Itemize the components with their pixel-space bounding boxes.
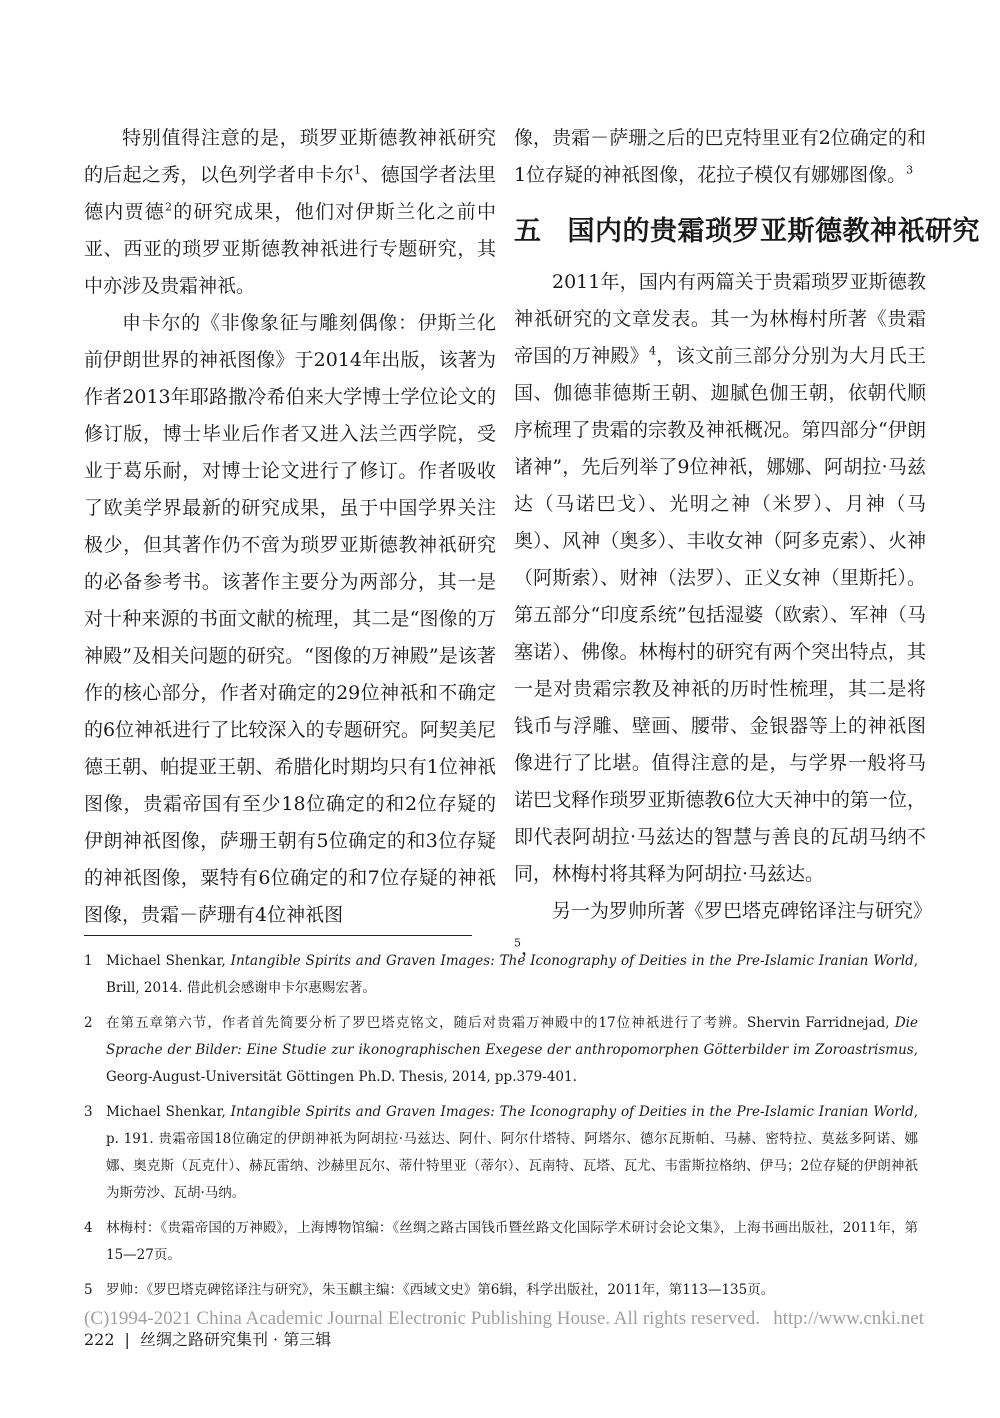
footnote: [84, 948, 918, 1002]
footnote-ref-5[interactable]: 5: [514, 936, 521, 950]
footnote-text: Michael Shenkar, Intangible Spirits and Graven Images: The Iconography of Deities in the Pre-Islamic Iranian World, p. 191. 贵霜帝国18位确定的伊朗神祇为阿胡拉·马兹达、阿什、阿尔什塔特、阿塔尔、德尔瓦斯帕、马赫、密特拉、莫兹多阿诺、娜娜、奥克斯（瓦克什）、赫瓦雷纳、沙赫里瓦尔、蒂什特里亚（蒂尔）、瓦南特、瓦塔、瓦尤、韦雷斯拉格纳、伊马；2位存疑的伊朗神祇为斯劳沙、瓦胡·马纳。: [106, 1104, 919, 1201]
footnote-text: 在第五章第六节，作者首先简要分析了罗巴塔克铭文，随后对贵霜万神殿中的17位神祇进行了考辨。Shervin Farridnejad, Die Sprache der Bilder: Eine Studie zur ikonographischen Exegese der anthropomorphen Götterbilder im Zoroastrismus, Georg-August-Universität Göttingen Ph.D. Thesis, 2014, pp.379-401.: [106, 1015, 918, 1085]
footnote-divider: [84, 935, 472, 936]
paragraph-shenkar: 申卡尔的《非像象征与雕刻偶像：伊斯兰化前伊朗世界的神祇图像》于2014年出版，该著为作者2013年耶路撒冷希伯来大学博士学位论文的修订版，博士毕业后作者又进入法兰西学院，受业于葛乐耐，对博士论文进行了修订。作者吸收了欧美学界最新的研究成果，虽于中国学界关注极少，但其著作仍不啻为琐罗亚斯德教神祇研究的必备参考书。该著作主要分为两部分，其一是对十种来源的书面文献的梳理，其二是“图像的万神殿”及相关问题的研究。“图像的万神殿”是该著作的核心部分，作者对确定的29位神祇和不确定的6位神祇进行了比较深入的专题研究。阿契美尼德王朝、帕提亚王朝、希腊化时期均只有1位神祇图像，贵霜帝国有至少18位确定的和2位存疑的伊朗神祇图像，萨珊王朝有5位确定的和3位存疑的神祇图像，粟特有6位确定的和7位存疑的神祇图像，贵霜－萨珊有4位神祇图: [84, 312, 496, 926]
footnote-number: 4: [84, 1220, 93, 1236]
footer-separator: |: [124, 1330, 130, 1349]
journal-title: 丝绸之路研究集刊 · 第三辑: [139, 1330, 332, 1349]
footnote: [84, 1010, 918, 1091]
right-column: [514, 120, 980, 967]
footnotes: [84, 948, 918, 1312]
footnote-ref-1[interactable]: 1: [353, 163, 361, 177]
footnote-ref-4[interactable]: 4: [649, 344, 656, 358]
paragraph-domestic-research: 2011年，国内有两篇关于贵霜琐罗亚斯德教神祇研究的文章发表。其一为林梅村所著《贵霜帝国的万神殿》$^4$，该文前三部分分别为大月氏王国、伽德菲德斯王朝、迦腻色伽王朝，依朝代顺序梳理了贵霜的宗教及神祇概况。第四部分“伊朗诸神”，先后列举了9位神祇，娜娜、阿胡拉·马兹达（马诺巴戈）、光明之神（米罗）、月神（马奥）、风神（奥多）、丰收女神（阿多克索）、火神（阿斯索）、财神（法罗）、正义女神（里斯托）。第五部分“印度系统”包括湿婆（欧索）、军神（马塞诺）、佛像。林梅村的研究有两个突出特点，其一是对贵霜宗教及神祇的历时性梳理，其二是将钱币与浮雕、壁画、腰带、金银器等上的神祇图像进行了比堪。值得注意的是，与学界一般将马诺巴戈释作琐罗亚斯德教6位大天神中的第一位，即代表阿胡拉·马兹达的智慧与善良的瓦胡马纳不同，林梅村将其释为阿胡拉·马兹达。: [514, 271, 926, 885]
copyright-text: (C)1994-2021 China Academic Journal Electronic Publishing House. All rights reserved.: [84, 1308, 760, 1329]
footnote-text: Michael Shenkar, Intangible Spirits and Graven Images: The Iconography of Deities in the Pre-Islamic Iranian World, Brill, 2014. 借此机会感谢申卡尔惠赐宏著。: [106, 953, 919, 996]
footnote-number: 1: [84, 953, 93, 969]
page-footer: [84, 1327, 331, 1350]
section-heading: [514, 212, 980, 252]
footnote-ref-3[interactable]: 3: [906, 163, 914, 177]
footnote-number: 5: [84, 1282, 93, 1298]
paragraph-continued: 像，贵霜－萨珊之后的巴克特里亚有2位确定的和1位存疑的神祇图像，花拉子模仅有娜娜图像。$^3$: [514, 127, 926, 186]
footnote-text: 林梅村：《贵霜帝国的万神殿》，上海博物馆编：《丝绸之路古国钱币暨丝路文化国际学术研讨会论文集》，上海书画出版社，2011年，第15—27页。: [106, 1220, 918, 1263]
cnki-url[interactable]: http://www.cnki.net: [773, 1308, 924, 1329]
left-column: [84, 120, 496, 934]
footnote: [84, 1099, 918, 1207]
section-number: 五: [514, 216, 542, 247]
footnote-number: 3: [84, 1104, 93, 1120]
page-number: 222: [84, 1330, 115, 1349]
paragraph-intro: 特别值得注意的是，琐罗亚斯德教神祇研究的后起之秀，以色列学者申卡尔$^1$、德国学者法里德内贾德$^2$的研究成果，他们对伊斯兰化之前中亚、西亚的琐罗亚斯德教神祇进行专题研究，其中亦涉及贵霜神祇。: [84, 127, 496, 297]
footnote-number: 2: [84, 1015, 93, 1031]
section-title: 国内的贵霜琐罗亚斯德教神祇研究: [567, 216, 980, 247]
footnote: [84, 1215, 918, 1269]
footnote-ref-2[interactable]: 2: [165, 200, 172, 214]
paragraph-luo-shuai: 另一为罗帅所著《罗巴塔克碑铭译注与研究》$^5$，: [514, 900, 933, 959]
footnote: [84, 1277, 918, 1304]
footnote-text: 罗帅：《罗巴塔克碑铭译注与研究》，朱玉麒主编：《西域文史》第6辑，科学出版社，2011年，第113—135页。: [106, 1282, 775, 1298]
